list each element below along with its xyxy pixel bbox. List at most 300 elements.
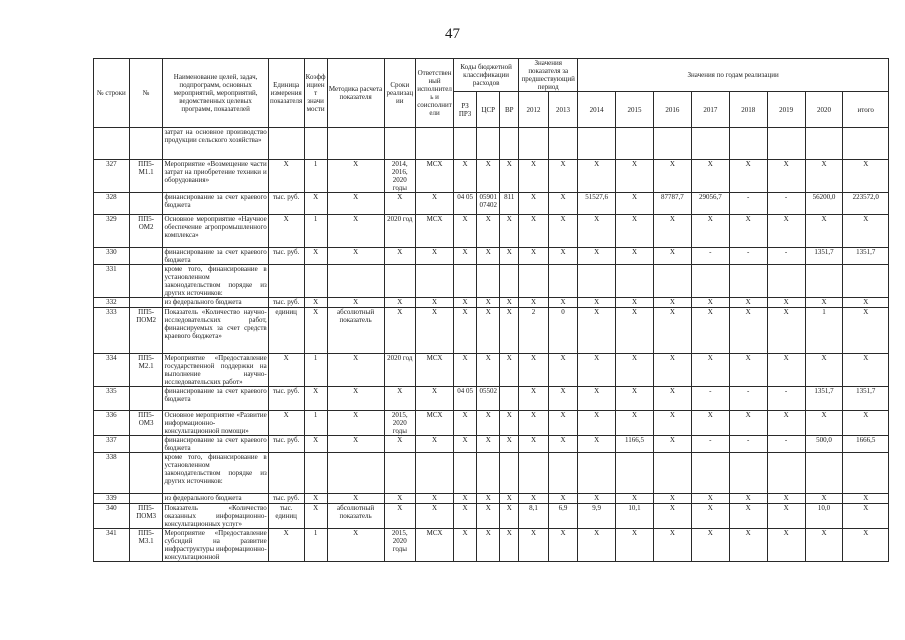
cell-term: 2015, 2020 годы (384, 411, 416, 436)
cell-total: 1351,7 (843, 248, 889, 265)
cell-y2014 (578, 128, 616, 160)
cell-total: 1666,5 (843, 436, 889, 453)
cell-total: X (843, 354, 889, 387)
header-coef: Коэффициент значимости (304, 59, 327, 128)
cell-name: финансирование за счет краевого бюджета (163, 193, 268, 215)
cell-no (129, 494, 163, 504)
cell-rz: X (453, 354, 476, 387)
table-header (94, 59, 889, 128)
cell-total: X (843, 504, 889, 529)
cell-no: ПП5-М1.1 (129, 160, 163, 193)
cell-coef: X (304, 387, 327, 411)
cell-csr: X (477, 504, 500, 529)
cell-name: Показатель «Количество оказанных информационно-консультационных услуг» (164, 504, 267, 528)
cell-line: 332 (94, 298, 130, 308)
cell-method (327, 453, 384, 494)
cell-coef: X (304, 298, 327, 308)
cell-y2016: X (653, 248, 691, 265)
cell-method: X (327, 298, 384, 308)
cell-y2016: X (653, 436, 691, 453)
cell-y2013: X (548, 215, 577, 248)
cell-rz: X (453, 248, 476, 265)
cell-resp: X (416, 248, 454, 265)
cell-y2017: - (691, 387, 729, 411)
cell-unit: тыс. единиц (268, 504, 304, 529)
cell-y2017: X (691, 529, 729, 562)
cell-rz (453, 453, 476, 494)
cell-y2015: X (616, 193, 654, 215)
cell-y2019: - (767, 193, 805, 215)
cell-y2013 (548, 265, 577, 298)
cell-csr (477, 453, 500, 494)
cell-no (129, 387, 163, 411)
cell-y2017: - (691, 436, 729, 453)
cell-no: ПП5-ОМ2 (129, 215, 163, 248)
cell-y2017: 29056,7 (691, 193, 729, 215)
cell-resp: X (416, 436, 454, 453)
cell-term: X (384, 248, 416, 265)
cell-y2019: X (767, 298, 805, 308)
cell-vr (500, 265, 519, 298)
cell-resp (416, 128, 454, 160)
cell-y2012: X (519, 160, 548, 193)
cell-y2017: X (691, 354, 729, 387)
cell-resp: МСХ (416, 354, 454, 387)
cell-no: ПП5-ПОМ2 (129, 308, 163, 354)
table-row (94, 248, 889, 265)
cell-term: 2015, 2020 годы (384, 529, 416, 562)
cell-name: затрат на основное производство продукции сельского хозяйства» (163, 128, 268, 160)
cell-y2019: - (767, 387, 805, 411)
header-rz: РЗ ПР3 (453, 92, 476, 128)
cell-total: X (843, 308, 889, 354)
cell-y2017 (691, 453, 729, 494)
cell-line (94, 128, 130, 160)
cell-term (384, 128, 416, 160)
cell-total (843, 453, 889, 494)
cell-y2012: X (519, 298, 548, 308)
cell-unit: X (268, 354, 304, 387)
cell-y2019: X (767, 411, 805, 436)
cell-resp: X (416, 298, 454, 308)
cell-line: 335 (94, 387, 130, 411)
cell-y2018: X (729, 215, 767, 248)
cell-term (384, 265, 416, 298)
header-2016: 2016 (653, 92, 691, 128)
cell-unit: единиц (268, 308, 304, 354)
cell-line: 327 (94, 160, 130, 193)
cell-method: X (327, 494, 384, 504)
cell-y2016 (653, 128, 691, 160)
cell-y2016: X (653, 411, 691, 436)
cell-y2016: X (653, 298, 691, 308)
cell-method: X (327, 436, 384, 453)
cell-y2012: X (519, 215, 548, 248)
cell-y2013: X (548, 436, 577, 453)
cell-csr: X (477, 436, 500, 453)
table-row (94, 215, 889, 248)
cell-y2017 (691, 265, 729, 298)
header-budget-codes: Коды бюджетной классификации расходов (453, 59, 518, 92)
cell-y2018: X (729, 529, 767, 562)
cell-line: 339 (94, 494, 130, 504)
cell-y2020 (805, 128, 843, 160)
cell-y2017: X (691, 411, 729, 436)
cell-y2019 (767, 265, 805, 298)
cell-y2017: X (691, 504, 729, 529)
cell-y2013 (548, 453, 577, 494)
cell-coef: X (304, 308, 327, 354)
cell-csr: 05901 07402 (477, 193, 500, 215)
cell-y2014: X (578, 215, 616, 248)
cell-y2020: X (805, 529, 843, 562)
cell-y2015: X (616, 298, 654, 308)
cell-coef: X (304, 193, 327, 215)
cell-y2019: X (767, 504, 805, 529)
cell-resp (416, 265, 454, 298)
page-number: 47 (445, 26, 460, 42)
cell-y2013: X (548, 193, 577, 215)
cell-y2012: X (519, 411, 548, 436)
cell-coef: X (304, 248, 327, 265)
cell-y2018: X (729, 298, 767, 308)
cell-method: абсолютный показатель (327, 504, 384, 529)
cell-rz: X (453, 529, 476, 562)
cell-y2019: X (767, 494, 805, 504)
cell-y2013: 6,9 (548, 504, 577, 529)
cell-total (843, 265, 889, 298)
cell-coef: 1 (304, 411, 327, 436)
cell-y2014: X (578, 529, 616, 562)
cell-y2019: X (767, 160, 805, 193)
cell-y2013: X (548, 411, 577, 436)
cell-name: Основное мероприятие «Научное обеспечение агропромышленного комплекса» (163, 215, 268, 248)
cell-y2019 (767, 453, 805, 494)
cell-vr: X (500, 298, 519, 308)
cell-no (129, 436, 163, 453)
cell-line: 336 (94, 411, 130, 436)
cell-y2017: X (691, 494, 729, 504)
cell-vr (500, 128, 519, 160)
cell-name: кроме того, финансирование в установленном законодательством порядке из других источников: (163, 453, 268, 494)
cell-coef: 1 (304, 160, 327, 193)
cell-name: Мероприятие «Предоставление субсидий на развитие инфраструктуры информационно-консультационной (164, 529, 267, 561)
cell-y2019: - (767, 436, 805, 453)
cell-y2016: X (653, 504, 691, 529)
header-method: Методика расчета показателя (327, 59, 384, 128)
header-prev-values: Значения показателя за предшествующий период (519, 59, 578, 92)
table-row (94, 411, 889, 436)
cell-y2019: X (767, 308, 805, 354)
cell-no (129, 248, 163, 265)
cell-line: 329 (94, 215, 130, 248)
cell-term: X (384, 298, 416, 308)
cell-total: X (843, 494, 889, 504)
cell-method: X (327, 248, 384, 265)
cell-no (129, 265, 163, 298)
cell-y2018: X (729, 308, 767, 354)
header-2019: 2019 (767, 92, 805, 128)
cell-y2014: X (578, 411, 616, 436)
cell-y2018: - (729, 248, 767, 265)
cell-y2020: X (805, 411, 843, 436)
cell-method (327, 128, 384, 160)
cell-y2018 (729, 128, 767, 160)
cell-coef: 1 (304, 529, 327, 562)
cell-name: Основное мероприятие «Развитие информационно-консультационной помощи» (164, 411, 267, 435)
cell-y2012: X (519, 436, 548, 453)
cell-method: X (327, 215, 384, 248)
cell-name: Мероприятие «Возмещение части затрат на приобретение техники и оборудования» (163, 160, 268, 193)
cell-unit (268, 265, 304, 298)
cell-y2020: 1351,7 (805, 387, 843, 411)
cell-y2020 (805, 453, 843, 494)
cell-y2019: X (767, 354, 805, 387)
cell-y2012: X (519, 529, 548, 562)
cell-y2020: 10,0 (805, 504, 843, 529)
cell-coef (304, 265, 327, 298)
cell-y2015: 10,1 (616, 504, 654, 529)
cell-vr: 811 (500, 193, 519, 215)
cell-resp: МСХ (416, 160, 454, 193)
cell-unit: тыс. руб. (268, 193, 304, 215)
cell-line: 340 (94, 504, 130, 529)
cell-vr: X (500, 354, 519, 387)
cell-vr: X (500, 494, 519, 504)
header-2014: 2014 (578, 92, 616, 128)
cell-vr: X (500, 529, 519, 562)
cell-vr (500, 453, 519, 494)
cell-csr: X (477, 494, 500, 504)
cell-csr: X (477, 411, 500, 436)
cell-y2019: X (767, 215, 805, 248)
cell-coef: X (304, 504, 327, 529)
program-table (93, 58, 889, 562)
cell-y2013: X (548, 354, 577, 387)
cell-y2018: X (729, 160, 767, 193)
header-term: Сроки реализации (384, 59, 416, 128)
cell-y2017 (691, 128, 729, 160)
cell-unit: тыс. руб. (268, 494, 304, 504)
cell-y2018: - (729, 436, 767, 453)
cell-rz: X (453, 308, 476, 354)
cell-y2016: X (653, 494, 691, 504)
cell-resp: X (416, 308, 454, 354)
cell-y2013: X (548, 160, 577, 193)
cell-vr: X (500, 504, 519, 529)
cell-y2014: X (578, 436, 616, 453)
cell-y2014 (578, 453, 616, 494)
cell-y2012: 8,1 (519, 504, 548, 529)
cell-y2012: X (519, 494, 548, 504)
cell-csr: 05502 (477, 387, 500, 411)
cell-y2020: X (805, 215, 843, 248)
cell-rz: X (453, 436, 476, 453)
header-years-values: Значения по годам реализации (578, 59, 889, 92)
cell-csr: X (477, 308, 500, 354)
cell-method: X (327, 411, 384, 436)
cell-vr: X (500, 248, 519, 265)
cell-term: X (384, 308, 416, 354)
cell-method: X (327, 354, 384, 387)
cell-total: X (843, 160, 889, 193)
cell-y2013: X (548, 529, 577, 562)
cell-y2015: X (616, 387, 654, 411)
cell-unit: тыс. руб. (268, 387, 304, 411)
cell-y2018 (729, 265, 767, 298)
cell-y2016: X (653, 387, 691, 411)
cell-y2020: X (805, 354, 843, 387)
cell-no: ПП5-ОМ3 (129, 411, 163, 436)
table-row (94, 504, 889, 529)
header-csr: ЦСР (477, 92, 500, 128)
cell-y2020: 1351,7 (805, 248, 843, 265)
header-2020: 2020 (805, 92, 843, 128)
cell-vr: X (500, 411, 519, 436)
cell-term: X (384, 494, 416, 504)
cell-coef: 1 (304, 354, 327, 387)
cell-coef: X (304, 494, 327, 504)
cell-y2012 (519, 128, 548, 160)
cell-method: X (327, 160, 384, 193)
cell-term: X (384, 193, 416, 215)
cell-method: абсолютный показатель (327, 308, 384, 354)
cell-line: 341 (94, 529, 130, 562)
table-row (94, 529, 889, 562)
cell-coef: 1 (304, 215, 327, 248)
cell-y2014: X (578, 494, 616, 504)
cell-y2013: X (548, 298, 577, 308)
cell-no (129, 453, 163, 494)
cell-vr: X (500, 436, 519, 453)
cell-csr (477, 265, 500, 298)
cell-no: ПП5-М2.1 (129, 354, 163, 387)
cell-y2014 (578, 265, 616, 298)
cell-csr (477, 128, 500, 160)
cell-y2019: X (767, 529, 805, 562)
cell-total: 223572,0 (843, 193, 889, 215)
cell-y2020: X (805, 298, 843, 308)
cell-y2014: X (578, 298, 616, 308)
table-row (94, 128, 889, 160)
cell-y2012: X (519, 387, 548, 411)
cell-coef: X (304, 436, 327, 453)
cell-y2014: 51527,6 (578, 193, 616, 215)
cell-y2015: X (616, 160, 654, 193)
cell-y2020: X (805, 160, 843, 193)
cell-y2018 (729, 453, 767, 494)
cell-y2015: X (616, 354, 654, 387)
cell-line: 333 (94, 308, 130, 354)
cell-y2014: X (578, 248, 616, 265)
cell-line: 338 (94, 453, 130, 494)
cell-y2014: 9,9 (578, 504, 616, 529)
cell-y2020: 500,0 (805, 436, 843, 453)
cell-y2017: - (691, 248, 729, 265)
cell-y2015: X (616, 411, 654, 436)
header-responsible: Ответственный исполнитель и соисполнители (416, 59, 454, 128)
cell-unit: X (268, 215, 304, 248)
cell-y2014: X (578, 160, 616, 193)
cell-y2016: X (653, 529, 691, 562)
cell-method: X (327, 529, 384, 562)
cell-total (843, 128, 889, 160)
cell-y2019: - (767, 248, 805, 265)
cell-unit (268, 128, 304, 160)
cell-name: Мероприятие «Предоставление государственной поддержки на выполнение научно-исследовательских работ» (164, 354, 267, 386)
cell-term (384, 453, 416, 494)
cell-y2014: X (578, 387, 616, 411)
cell-y2018: X (729, 494, 767, 504)
cell-y2015: X (616, 248, 654, 265)
cell-resp: МСХ (416, 411, 454, 436)
cell-y2015 (616, 453, 654, 494)
cell-term: 2020 год (384, 354, 416, 387)
cell-csr: X (477, 160, 500, 193)
cell-coef (304, 453, 327, 494)
cell-y2015: X (616, 308, 654, 354)
cell-rz: X (453, 494, 476, 504)
header-vr: ВР (500, 92, 519, 128)
cell-y2014: X (578, 308, 616, 354)
cell-unit: X (268, 160, 304, 193)
cell-name: Показатель «Количество научно-исследовательских работ, финансируемых за счет средств краевого бюджета» (163, 308, 268, 354)
cell-resp: X (416, 504, 454, 529)
cell-unit: X (268, 411, 304, 436)
cell-rz: 04 05 (453, 387, 476, 411)
cell-name: финансирование за счет краевого бюджета (164, 436, 267, 452)
cell-y2014: X (578, 354, 616, 387)
cell-rz: X (453, 215, 476, 248)
cell-method: X (327, 387, 384, 411)
cell-csr: X (477, 298, 500, 308)
cell-term: 2014, 2016, 2020 годы (384, 160, 416, 193)
header-no: № (129, 59, 163, 128)
cell-total: 1351,7 (843, 387, 889, 411)
header-unit: Единица измерения показателя (268, 59, 304, 128)
cell-unit: тыс. руб. (268, 436, 304, 453)
table-row (94, 265, 889, 298)
cell-total: X (843, 411, 889, 436)
cell-y2013: X (548, 387, 577, 411)
cell-y2013 (548, 128, 577, 160)
cell-vr: X (500, 160, 519, 193)
cell-y2020 (805, 265, 843, 298)
cell-y2016: 87787,7 (653, 193, 691, 215)
cell-y2016: X (653, 160, 691, 193)
cell-name: из федерального бюджета (163, 298, 268, 308)
cell-csr: X (477, 248, 500, 265)
cell-y2020: 1 (805, 308, 843, 354)
cell-term: X (384, 436, 416, 453)
cell-term: 2020 год (384, 215, 416, 248)
cell-rz (453, 265, 476, 298)
cell-name: кроме того, финансирование в установленном законодательством порядке из других источников: (164, 265, 267, 297)
table-row (94, 387, 889, 411)
cell-y2012: X (519, 354, 548, 387)
cell-y2017: X (691, 308, 729, 354)
cell-csr: X (477, 354, 500, 387)
cell-rz: X (453, 504, 476, 529)
header-2015: 2015 (616, 92, 654, 128)
cell-term: X (384, 504, 416, 529)
cell-y2016: X (653, 215, 691, 248)
table-row (94, 298, 889, 308)
cell-rz: X (453, 411, 476, 436)
cell-resp: X (416, 193, 454, 215)
table-body (94, 128, 889, 562)
cell-y2012: X (519, 193, 548, 215)
